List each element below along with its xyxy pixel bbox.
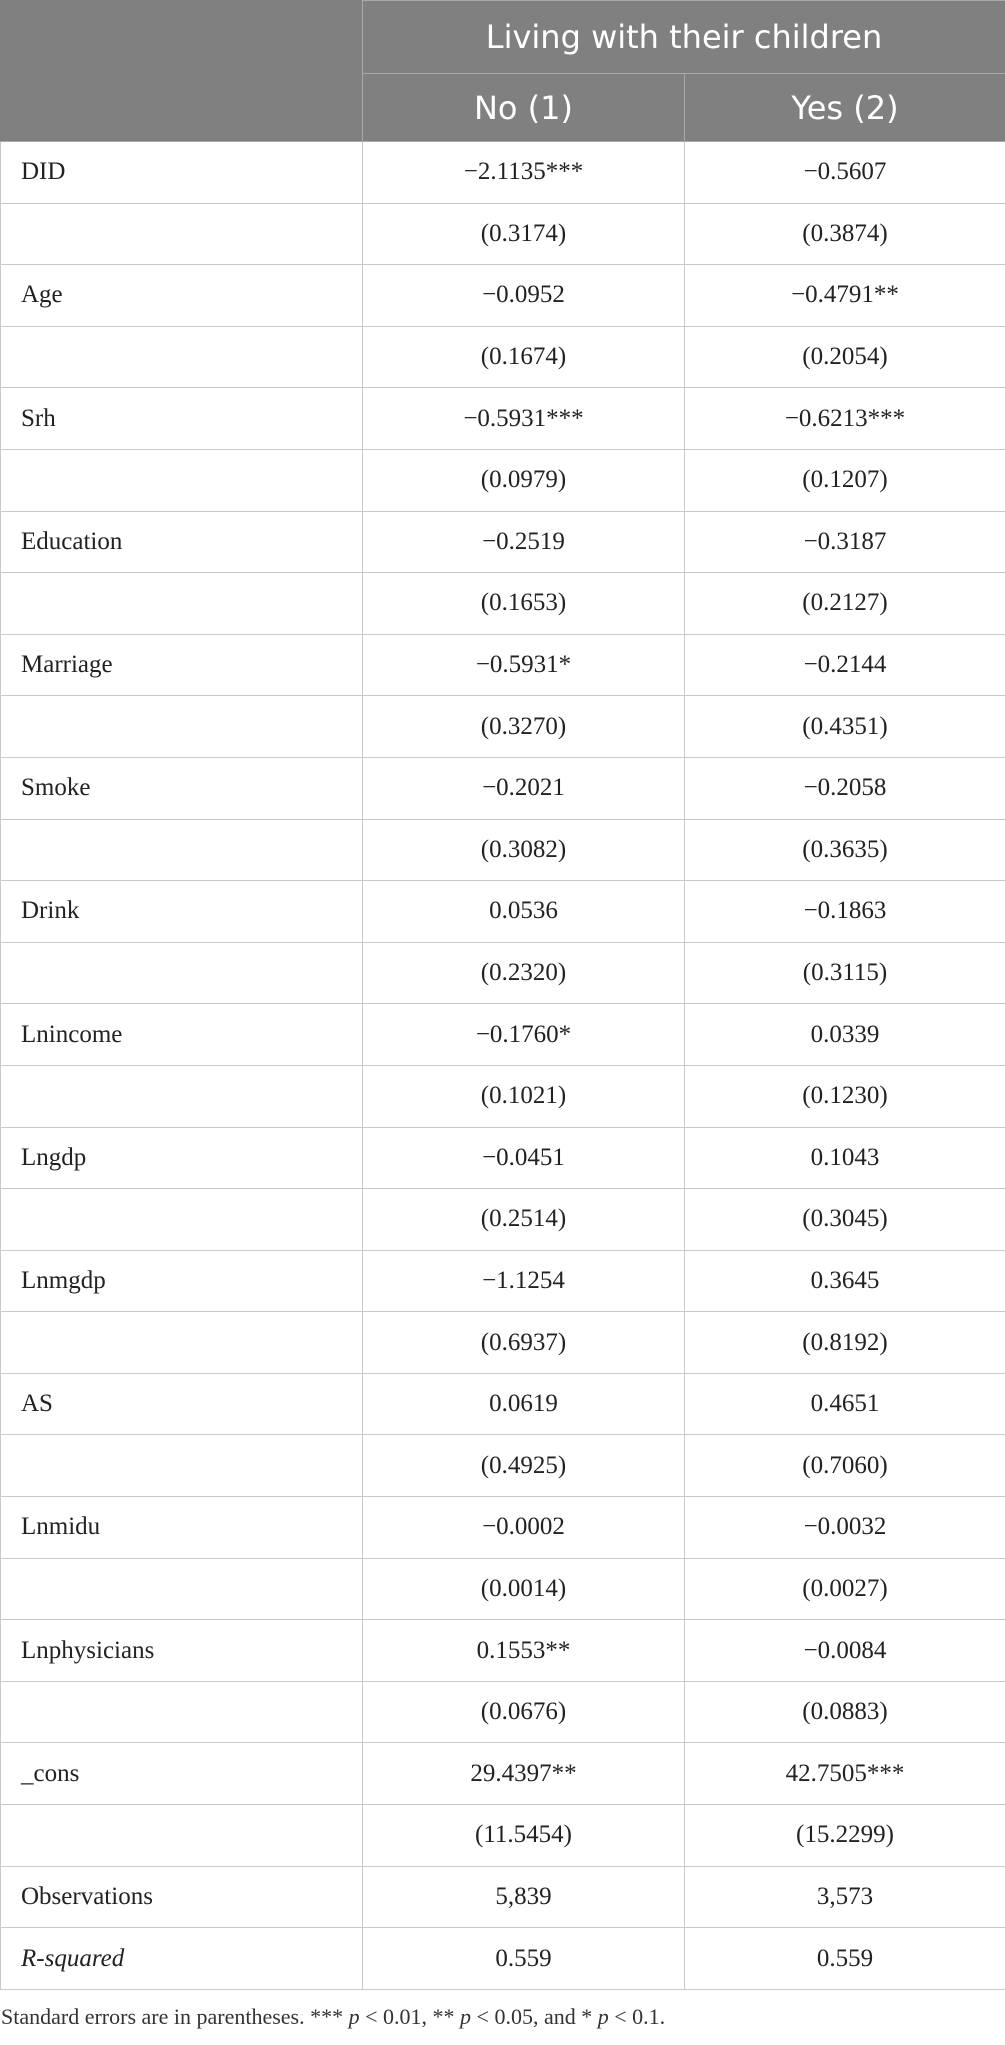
- cell-no: (0.1653): [363, 573, 685, 635]
- table-row: [1, 142, 1005, 204]
- row-label: [1, 942, 363, 1004]
- cell-no: −0.2519: [363, 511, 685, 573]
- cell-yes: 0.3645: [685, 1250, 1005, 1312]
- cell-yes: (0.7060): [685, 1435, 1005, 1497]
- table-row: [1, 1250, 1005, 1312]
- cell-yes: (0.2054): [685, 326, 1005, 388]
- table-row: [1, 573, 1005, 635]
- row-label: [1, 449, 363, 511]
- table-row: [1, 942, 1005, 1004]
- row-label: Marriage: [1, 634, 363, 696]
- row-label: [1, 1681, 363, 1743]
- cell-no: 5,839: [363, 1866, 685, 1928]
- row-label: [1, 573, 363, 635]
- cell-yes: (0.0883): [685, 1681, 1005, 1743]
- cell-no: (0.3174): [363, 203, 685, 265]
- cell-no: (0.6937): [363, 1312, 685, 1374]
- footnote-p-2: p: [460, 2003, 472, 2029]
- table-row: [1, 1004, 1005, 1066]
- footnote-t3: < 0.1.: [608, 2003, 666, 2029]
- table-row: [1, 511, 1005, 573]
- cell-yes: 0.559: [685, 1928, 1005, 1990]
- cell-no: (0.0979): [363, 449, 685, 511]
- cell-yes: (0.3635): [685, 819, 1005, 881]
- cell-no: (0.3082): [363, 819, 685, 881]
- cell-yes: (15.2299): [685, 1805, 1005, 1867]
- cell-yes: (0.4351): [685, 696, 1005, 758]
- cell-yes: (0.2127): [685, 573, 1005, 635]
- table-row: [1, 449, 1005, 511]
- cell-no: 0.0536: [363, 881, 685, 943]
- table-row: [1, 1928, 1005, 1990]
- cell-no: (0.2514): [363, 1189, 685, 1251]
- row-label: [1, 696, 363, 758]
- row-label: Lnphysicians: [1, 1620, 363, 1682]
- cell-yes: 42.7505***: [685, 1743, 1005, 1805]
- cell-no: 29.4397**: [363, 1743, 685, 1805]
- table-row: [1, 1312, 1005, 1374]
- footnote-p-1: p: [348, 2003, 360, 2029]
- row-label: Srh: [1, 388, 363, 450]
- cell-no: (0.0676): [363, 1681, 685, 1743]
- cell-yes: −0.5607: [685, 142, 1005, 204]
- cell-no: −1.1254: [363, 1250, 685, 1312]
- cell-no: 0.0619: [363, 1373, 685, 1435]
- cell-yes: (0.3045): [685, 1189, 1005, 1251]
- row-label: [1, 1558, 363, 1620]
- table-row: [1, 881, 1005, 943]
- cell-yes: (0.3874): [685, 203, 1005, 265]
- row-label: [1, 326, 363, 388]
- header-col-no: No (1): [363, 74, 685, 142]
- footnote-t1: < 0.01, **: [359, 2003, 461, 2029]
- cell-yes: −0.4791**: [685, 265, 1005, 327]
- table-row: [1, 1065, 1005, 1127]
- cell-no: (0.0014): [363, 1558, 685, 1620]
- cell-no: −0.0002: [363, 1497, 685, 1559]
- cell-yes: 0.0339: [685, 1004, 1005, 1066]
- row-label: Lnmgdp: [1, 1250, 363, 1312]
- cell-no: (0.1674): [363, 326, 685, 388]
- cell-yes: (0.1207): [685, 449, 1005, 511]
- cell-no: −2.1135***: [363, 142, 685, 204]
- cell-yes: −0.1863: [685, 881, 1005, 943]
- cell-no: (0.3270): [363, 696, 685, 758]
- row-label: [1, 203, 363, 265]
- cell-yes: −0.0084: [685, 1620, 1005, 1682]
- footnote-p-3: p: [597, 2003, 609, 2029]
- cell-no: 0.559: [363, 1928, 685, 1990]
- row-label: [1, 1805, 363, 1867]
- cell-yes: −0.2144: [685, 634, 1005, 696]
- row-label: R-squared: [1, 1928, 363, 1990]
- cell-no: −0.5931***: [363, 388, 685, 450]
- cell-no: −0.0451: [363, 1127, 685, 1189]
- row-label: [1, 1435, 363, 1497]
- row-label: AS: [1, 1373, 363, 1435]
- cell-yes: −0.0032: [685, 1497, 1005, 1559]
- table-row: [1, 634, 1005, 696]
- table-row: [1, 1681, 1005, 1743]
- cell-no: −0.0952: [363, 265, 685, 327]
- header-col-yes: Yes (2): [685, 74, 1005, 142]
- row-label: [1, 1065, 363, 1127]
- cell-yes: 0.4651: [685, 1373, 1005, 1435]
- table-footnote: [0, 2004, 1005, 2030]
- row-label: Lngdp: [1, 1127, 363, 1189]
- cell-no: −0.1760*: [363, 1004, 685, 1066]
- cell-no: (0.4925): [363, 1435, 685, 1497]
- table-row: [1, 1127, 1005, 1189]
- cell-yes: 0.1043: [685, 1127, 1005, 1189]
- row-label: _cons: [1, 1743, 363, 1805]
- row-label: Education: [1, 511, 363, 573]
- row-label: Drink: [1, 881, 363, 943]
- table-row: [1, 1373, 1005, 1435]
- table-row: [1, 1866, 1005, 1928]
- row-label: Observations: [1, 1866, 363, 1928]
- cell-yes: (0.3115): [685, 942, 1005, 1004]
- table-row: [1, 1558, 1005, 1620]
- row-label: [1, 1312, 363, 1374]
- cell-no: (11.5454): [363, 1805, 685, 1867]
- table-row: [1, 388, 1005, 450]
- row-label: [1, 819, 363, 881]
- cell-no: −0.5931*: [363, 634, 685, 696]
- table-body: [1, 142, 1005, 1990]
- row-label: [1, 1189, 363, 1251]
- footnote-lead: Standard errors are in parentheses. ***: [1, 2003, 349, 2029]
- footnote-t2: < 0.05, and *: [471, 2003, 598, 2029]
- cell-no: (0.2320): [363, 942, 685, 1004]
- cell-no: 0.1553**: [363, 1620, 685, 1682]
- table-row: [1, 1743, 1005, 1805]
- cell-yes: (0.1230): [685, 1065, 1005, 1127]
- table-row: [1, 1189, 1005, 1251]
- cell-yes: (0.0027): [685, 1558, 1005, 1620]
- table-row: [1, 326, 1005, 388]
- table-header: [1, 1, 1005, 142]
- cell-yes: (0.8192): [685, 1312, 1005, 1374]
- row-label: Lnmidu: [1, 1497, 363, 1559]
- row-label: DID: [1, 142, 363, 204]
- table-row: [1, 1805, 1005, 1867]
- table-row: [1, 1497, 1005, 1559]
- table-row: [1, 1620, 1005, 1682]
- row-label: Age: [1, 265, 363, 327]
- cell-yes: −0.6213***: [685, 388, 1005, 450]
- cell-no: −0.2021: [363, 757, 685, 819]
- table-row: [1, 1435, 1005, 1497]
- table-row: [1, 819, 1005, 881]
- cell-yes: −0.2058: [685, 757, 1005, 819]
- row-label: Smoke: [1, 757, 363, 819]
- table-row: [1, 696, 1005, 758]
- table-row: [1, 757, 1005, 819]
- table-row: [1, 203, 1005, 265]
- header-corner-cell: [1, 1, 363, 142]
- cell-yes: −0.3187: [685, 511, 1005, 573]
- header-group-label: Living with their children: [363, 1, 1005, 74]
- table-row: [1, 265, 1005, 327]
- cell-yes: 3,573: [685, 1866, 1005, 1928]
- row-label: Lnincome: [1, 1004, 363, 1066]
- cell-no: (0.1021): [363, 1065, 685, 1127]
